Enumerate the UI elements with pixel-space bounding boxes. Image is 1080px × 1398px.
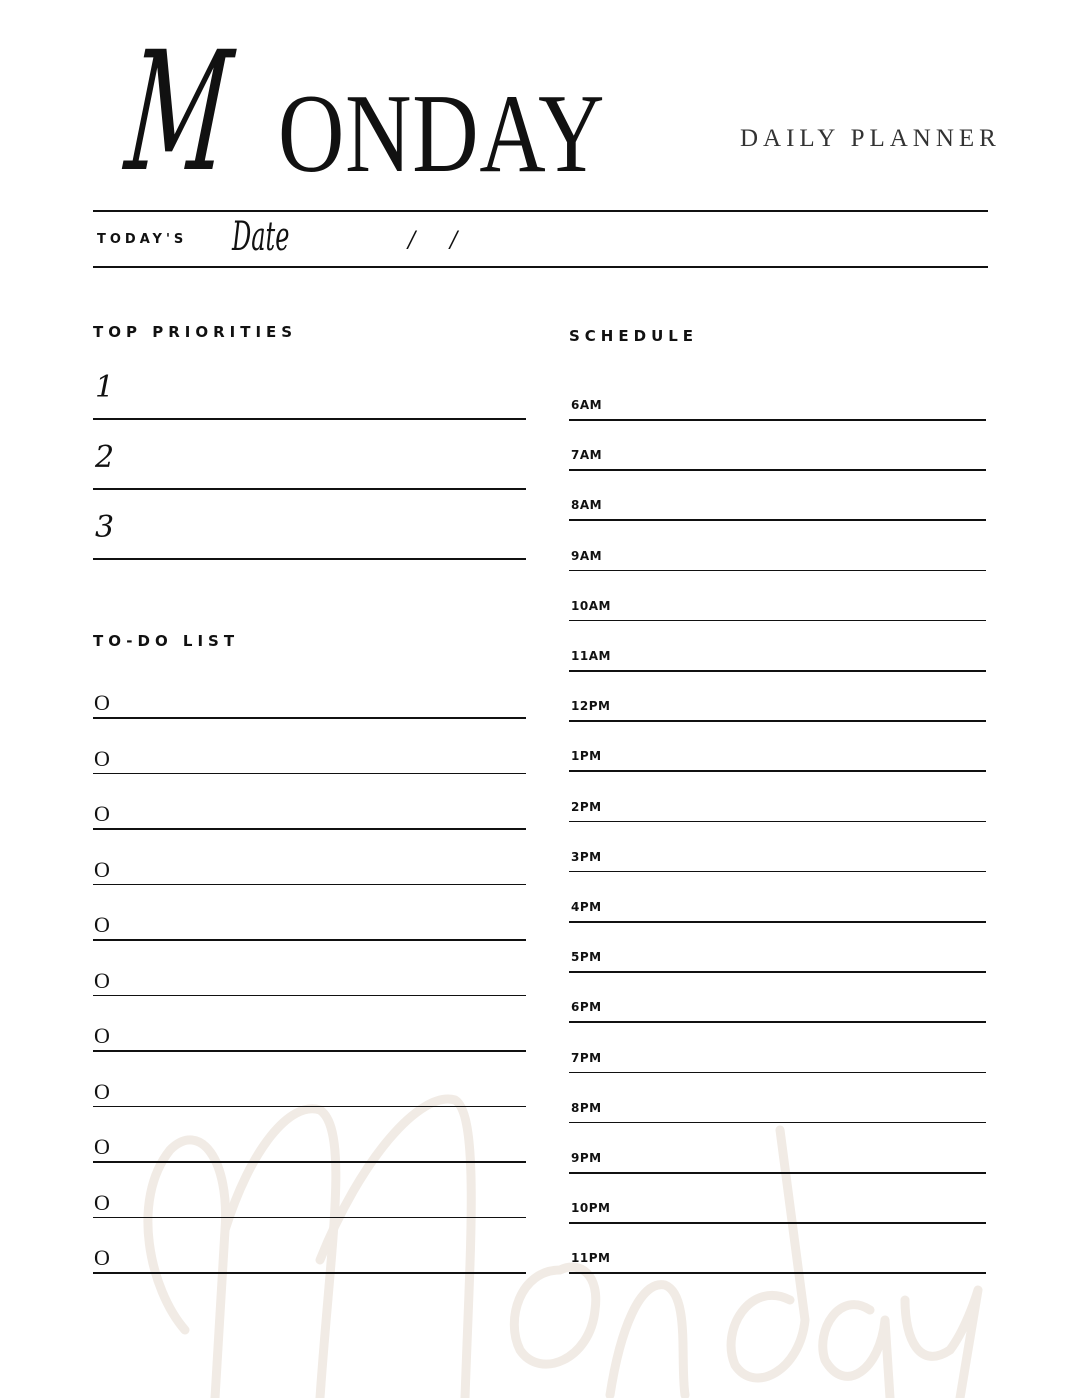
todo-checkbox[interactable]: O <box>94 1245 110 1270</box>
schedule-line[interactable] <box>569 419 986 421</box>
todo-line[interactable] <box>93 939 526 941</box>
divider <box>93 266 988 268</box>
schedule-line[interactable] <box>569 770 986 772</box>
priority-line[interactable] <box>93 488 526 490</box>
schedule-time: 6PM <box>571 1000 602 1015</box>
todo-checkbox[interactable]: O <box>94 856 110 882</box>
priority-number: 3 <box>95 510 115 545</box>
schedule-line[interactable] <box>569 570 986 572</box>
todo-line[interactable] <box>93 1217 526 1219</box>
todo-heading: TO-DO LIST <box>93 632 240 650</box>
schedule-time: 10PM <box>571 1201 611 1216</box>
todo-checkbox[interactable]: O <box>94 1189 110 1215</box>
schedule-heading: SCHEDULE <box>569 327 699 345</box>
schedule-time: 8PM <box>571 1100 602 1115</box>
schedule-time: 12PM <box>571 699 611 714</box>
todo-line[interactable] <box>93 884 526 886</box>
priority-number: 1 <box>95 370 115 405</box>
todo-checkbox[interactable]: O <box>94 1023 110 1048</box>
todo-line[interactable] <box>93 995 526 997</box>
schedule-time: 4PM <box>571 900 602 914</box>
subtitle: DAILY PLANNER <box>740 125 1001 152</box>
todo-line[interactable] <box>93 717 526 719</box>
schedule-time: 9PM <box>571 1151 602 1165</box>
priorities-heading: TOP PRIORITIES <box>93 323 298 341</box>
schedule-line[interactable] <box>569 1172 986 1174</box>
date-script-label: Date <box>232 214 290 260</box>
schedule-line[interactable] <box>569 821 986 823</box>
date-separator: / <box>450 228 458 253</box>
todo-line[interactable] <box>93 828 526 830</box>
schedule-time: 6AM <box>571 398 603 412</box>
todo-line[interactable] <box>93 1050 526 1052</box>
schedule-time: 10AM <box>571 598 611 613</box>
schedule-time: 11PM <box>571 1251 611 1266</box>
todo-line[interactable] <box>93 1161 526 1163</box>
schedule-line[interactable] <box>569 670 986 672</box>
schedule-line[interactable] <box>569 1272 986 1274</box>
schedule-line[interactable] <box>569 1122 986 1124</box>
todo-checkbox[interactable]: O <box>94 1134 110 1159</box>
todo-checkbox[interactable]: O <box>94 690 110 715</box>
schedule-time: 1PM <box>571 749 602 764</box>
priority-line[interactable] <box>93 558 526 560</box>
schedule-line[interactable] <box>569 620 986 622</box>
schedule-time: 8AM <box>571 498 603 513</box>
priority-line[interactable] <box>93 418 526 420</box>
schedule-line[interactable] <box>569 971 986 973</box>
page-title: ONDAY <box>278 72 606 196</box>
todo-checkbox[interactable]: O <box>94 1078 110 1104</box>
schedule-time: 11AM <box>571 649 611 663</box>
schedule-line[interactable] <box>569 519 986 521</box>
date-label: TODAY'S <box>97 232 188 247</box>
title-script-initial: M <box>119 16 238 208</box>
priority-number: 2 <box>95 440 115 475</box>
todo-checkbox[interactable]: O <box>94 967 110 993</box>
schedule-time: 7PM <box>571 1050 602 1065</box>
date-separator: / <box>408 228 416 253</box>
todo-line[interactable] <box>93 1272 526 1274</box>
todo-checkbox[interactable]: O <box>94 912 110 937</box>
schedule-time: 3PM <box>571 849 602 864</box>
todo-line[interactable] <box>93 773 526 775</box>
todo-line[interactable] <box>93 1106 526 1108</box>
schedule-line[interactable] <box>569 921 986 923</box>
schedule-line[interactable] <box>569 1021 986 1023</box>
schedule-line[interactable] <box>569 1222 986 1224</box>
schedule-time: 7AM <box>571 448 603 463</box>
schedule-time: 5PM <box>571 950 602 965</box>
todo-checkbox[interactable]: O <box>94 801 110 826</box>
schedule-line[interactable] <box>569 871 986 873</box>
schedule-line[interactable] <box>569 720 986 722</box>
schedule-line[interactable] <box>569 469 986 471</box>
schedule-line[interactable] <box>569 1072 986 1074</box>
date-field[interactable] <box>480 222 980 258</box>
divider <box>93 210 988 212</box>
todo-checkbox[interactable]: O <box>94 745 110 771</box>
schedule-time: 9AM <box>571 548 603 563</box>
schedule-time: 2PM <box>571 799 602 814</box>
